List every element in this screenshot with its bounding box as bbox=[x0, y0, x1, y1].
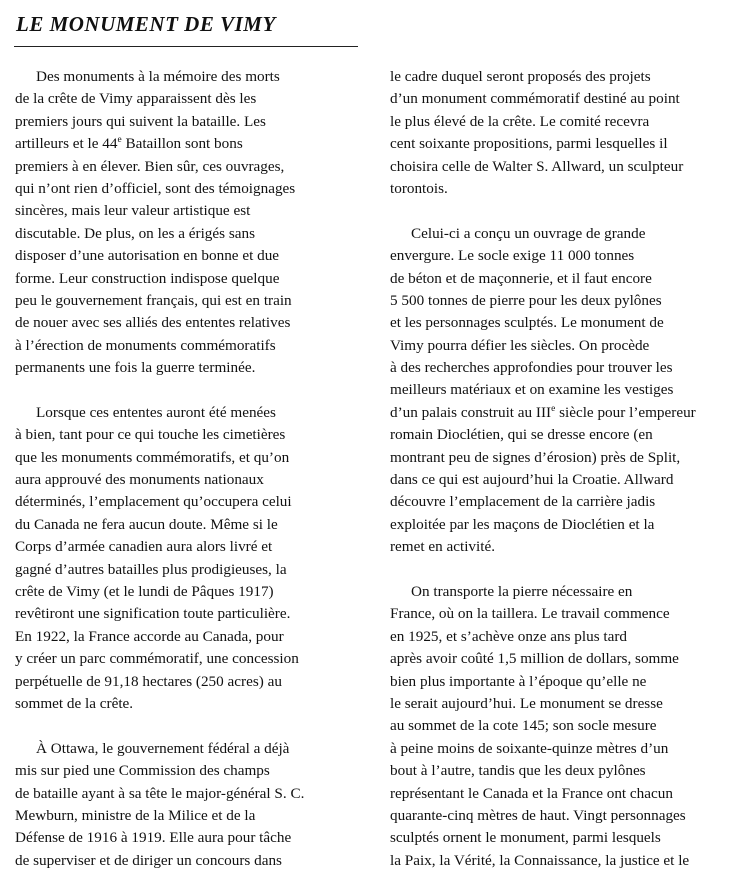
text-line: Défense de 1916 à 1919. Elle aura pour tâche bbox=[15, 829, 292, 847]
title-underline bbox=[14, 46, 358, 47]
text-line: meilleurs matériaux et on examine les vestiges bbox=[390, 381, 674, 399]
paragraph bbox=[390, 581, 740, 872]
text-line: On transporte la pierre nécessaire en bbox=[411, 582, 633, 600]
text-line: aura approuvé des monuments nationaux bbox=[15, 471, 264, 489]
text-line: torontois. bbox=[390, 179, 448, 197]
text-line: de superviser et de diriger un concours dans bbox=[15, 851, 282, 869]
text-line: sincères, mais leur valeur artistique est bbox=[15, 202, 251, 220]
text-line: de bataille ayant à sa tête le major-général S. C. bbox=[15, 784, 305, 802]
text-line: choisira celle de Walter S. Allward, un sculpteur bbox=[390, 157, 684, 175]
paragraph bbox=[15, 66, 365, 379]
text-line: et les personnages sculptés. Le monument de bbox=[390, 314, 664, 332]
text-line: qui n’ont rien d’officiel, sont des témoignages bbox=[15, 179, 296, 197]
text-line: à bien, tant pour ce qui touche les cimetières bbox=[15, 426, 286, 444]
text-line: y créer un parc commémoratif, une concession bbox=[15, 650, 299, 668]
text-line: le cadre duquel seront proposés des projets bbox=[390, 68, 651, 85]
text-line: dans ce qui est aujourd’hui la Croatie. Allward bbox=[390, 471, 674, 489]
text-line: Lorsque ces ententes auront été menées bbox=[36, 403, 276, 421]
text-line: exploitée par les maçons de Dioclétien et la bbox=[390, 515, 655, 533]
text-line: déterminés, l’emplacement qu’occupera celui bbox=[15, 493, 292, 511]
text-line: En 1922, la France accorde au Canada, pour bbox=[15, 627, 284, 645]
text-line: romain Dioclétien, qui se dresse encore (en bbox=[390, 426, 653, 444]
text-line: d’un palais construit au IIIe siècle pour l’empereur bbox=[390, 403, 696, 421]
text-line: À Ottawa, le gouvernement fédéral a déjà bbox=[36, 739, 290, 757]
text-line: le serait aujourd’hui. Le monument se dresse bbox=[390, 694, 663, 712]
right-column bbox=[390, 66, 740, 894]
paragraph bbox=[390, 223, 740, 559]
text-line: disposer d’une autorisation en bonne et due bbox=[15, 247, 280, 265]
text-line: Vimy pourra défier les siècles. On procède bbox=[390, 336, 650, 354]
text-line: découvre l’emplacement de la carrière jadis bbox=[390, 493, 656, 511]
text-line: discutable. De plus, on les a érigés sans bbox=[15, 224, 255, 242]
text-line: de la crête de Vimy apparaissent dès les bbox=[15, 90, 257, 108]
text-line: peu le gouvernement français, qui est en train bbox=[15, 291, 292, 309]
text-line: du Canada ne fera aucun doute. Même si le bbox=[15, 515, 278, 533]
text-line: sculptés ornent le monument, parmi lesquels bbox=[390, 829, 661, 847]
left-column bbox=[15, 66, 365, 894]
text-line: Corps d’armée canadien aura alors livré et bbox=[15, 538, 273, 556]
text-line: quarante-cinq mètres de haut. Vingt personnages bbox=[390, 806, 686, 824]
text-line: le plus élevé de la crête. Le comité recevra bbox=[390, 112, 650, 130]
text-line: 5 500 tonnes de pierre pour les deux pylônes bbox=[390, 291, 662, 309]
text-line: de nouer avec ses alliés des ententes relatives bbox=[15, 314, 291, 332]
text-line: d’un monument commémoratif destiné au point bbox=[390, 90, 680, 108]
text-line: permanents une fois la guerre terminée. bbox=[15, 359, 256, 377]
text-line: que les monuments commémoratifs, et qu’on bbox=[15, 448, 290, 466]
text-line: France, où on la taillera. Le travail commence bbox=[390, 605, 670, 623]
text-line: cent soixante propositions, parmi lesquelles il bbox=[390, 135, 668, 153]
text-line: au sommet de la cote 145; son socle mesure bbox=[390, 717, 657, 735]
text-line: premiers à en élever. Bien sûr, ces ouvrages, bbox=[15, 157, 285, 175]
text-line: de béton et de maçonnerie, et il faut encore bbox=[390, 269, 652, 287]
text-line: mis sur pied une Commission des champs bbox=[15, 762, 270, 780]
text-line: crête de Vimy (et le lundi de Pâques 1917) bbox=[15, 582, 274, 600]
text-line: sommet de la crête. bbox=[15, 694, 134, 712]
text-line: remet en activité. bbox=[390, 538, 495, 556]
paragraph bbox=[15, 738, 365, 872]
text-line: à l’érection de monuments commémoratifs bbox=[15, 336, 276, 354]
text-line: perpétuelle de 91,18 hectares (250 acres) au bbox=[15, 672, 282, 690]
text-line: Mewburn, ministre de la Milice et de la bbox=[15, 806, 256, 824]
text-line: à des recherches approfondies pour trouver les bbox=[390, 359, 673, 377]
text-line: représentant le Canada et la France ont chacun bbox=[390, 784, 673, 802]
text-line: premiers jours qui suivent la bataille. Les bbox=[15, 112, 266, 130]
paragraph bbox=[15, 402, 365, 715]
text-line: revêtiront une signification toute particulière. bbox=[15, 605, 291, 623]
text-line: la Paix, la Vérité, la Connaissance, la justice et le bbox=[390, 851, 690, 869]
text-line: en 1925, et s’achève onze ans plus tard bbox=[390, 627, 628, 645]
text-line: après avoir coûté 1,5 million de dollars, somme bbox=[390, 650, 679, 668]
text-line: Celui-ci a conçu un ouvrage de grande bbox=[411, 224, 646, 242]
text-line: à peine moins de soixante-quinze mètres d’un bbox=[390, 739, 669, 757]
article-title: LE MONUMENT DE VIMY bbox=[16, 12, 276, 36]
text-line: envergure. Le socle exige 11 000 tonnes bbox=[390, 247, 635, 265]
text-line: bien plus importante à l’époque qu’elle ne bbox=[390, 672, 647, 690]
text-line: Des monuments à la mémoire des morts bbox=[36, 68, 280, 85]
text-line: forme. Leur construction indispose quelque bbox=[15, 269, 280, 287]
text-line: montrant peu de signes d’érosion) près de Split, bbox=[390, 448, 681, 466]
text-line: gagné d’autres batailles plus prodigieuses, la bbox=[15, 560, 287, 578]
text-line: artilleurs et le 44e Bataillon sont bons bbox=[15, 135, 243, 153]
text-line: bout à l’autre, tandis que les deux pylônes bbox=[390, 762, 646, 780]
paragraph bbox=[390, 66, 740, 200]
